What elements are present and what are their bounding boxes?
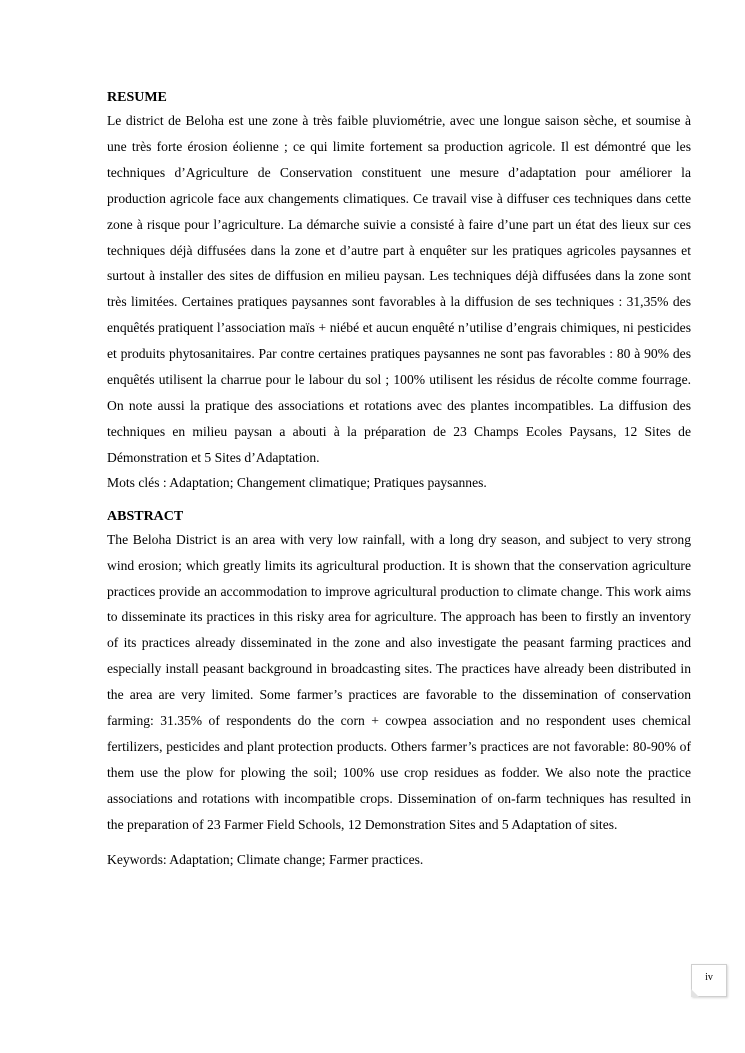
resume-keywords: Mots clés : Adaptation; Changement climatique; Pratiques paysannes. [107,474,487,490]
page-number: iv [705,972,713,983]
abstract-body: The Beloha District is an area with very low rainfall, with a long dry season, and subject to very strong wind erosion; which greatly limits its agricultural production. It is shown that the conservation agriculture practices provide an accommodation to improve agricultural production to climate change. This work aims to disseminate its practices in this risky area for agriculture. The approach has been to firstly an inventory of its practices already disseminated in the zone and also investigate the peasant farming practices and especially install peasant background in broadcasting sites. The practices have already been distributed in the area are very limited. Some farmer’s practices are favorable to the dissemination of conservation farming: 31.35% of respondents do the corn + cowpea association and no respondent uses chemical fertilizers, pesticides and plant protection products. Others farmer’s practices are not favorable: 80-90% of them use the plow for plowing the soil; 100% use crop residues as fodder. We also note the practice associations and rotations with incompatible crops. Dissemination of on-farm techniques has resulted in the preparation of 23 Farmer Field Schools, 12 Demonstration Sites and 5 Adaptation of sites. [107,531,691,832]
resume-body: Le district de Beloha est une zone à très faible pluviométrie, avec une longue saison sèche, et soumise à une très forte érosion éolienne ; ce qui limite fortement sa production agricole. Il est démontré que les techniques d’Agriculture de Conservation constituent une mesure d’adaptation pour améliorer la production agricole face aux changements climatiques. Ce travail vise à diffuser ces techniques dans cette zone à risque pour l’agriculture. La démarche suivie a consisté à faire d’une part un état des lieux sur ces techniques déjà diffusées dans la zone et d’autre part à enquêter sur les pratiques agricoles paysannes et surtout à installer des sites de diffusion en milieu paysan. Les techniques déjà diffusées dans la zone sont très limitées. Certaines pratiques paysannes sont favorables à la diffusion de ses techniques : 31,35% des enquêtés pratiquent l’association maïs + niébé et aucun enquêté n’utilise d’engrais chimiques, ni pesticides et produits phytosanitaires. Par contre certaines pratiques paysannes ne sont pas favorables : 80 à 90% des enquêtés utilisent la charrue pour le labour du sol ; 100% utilisent les résidus de récolte comme fourrage. On note aussi la pratique des associations et rotations avec des plantes incompatibles. La diffusion des techniques en milieu paysan a abouti à la préparation de 23 Champs Ecoles Paysans, 12 Sites de Démonstration et 5 Sites d’Adaptation. [107,113,691,465]
abstract-keywords: Keywords: Adaptation; Climate change; Farmer practices. [107,851,424,867]
page-number-box [691,964,727,997]
page-fold-decoration [691,989,699,997]
abstract-heading: ABSTRACT [107,508,184,524]
resume-heading: RESUME [107,90,167,105]
abstract-section [107,507,691,872]
resume-section [107,88,691,495]
page-content [107,88,691,872]
